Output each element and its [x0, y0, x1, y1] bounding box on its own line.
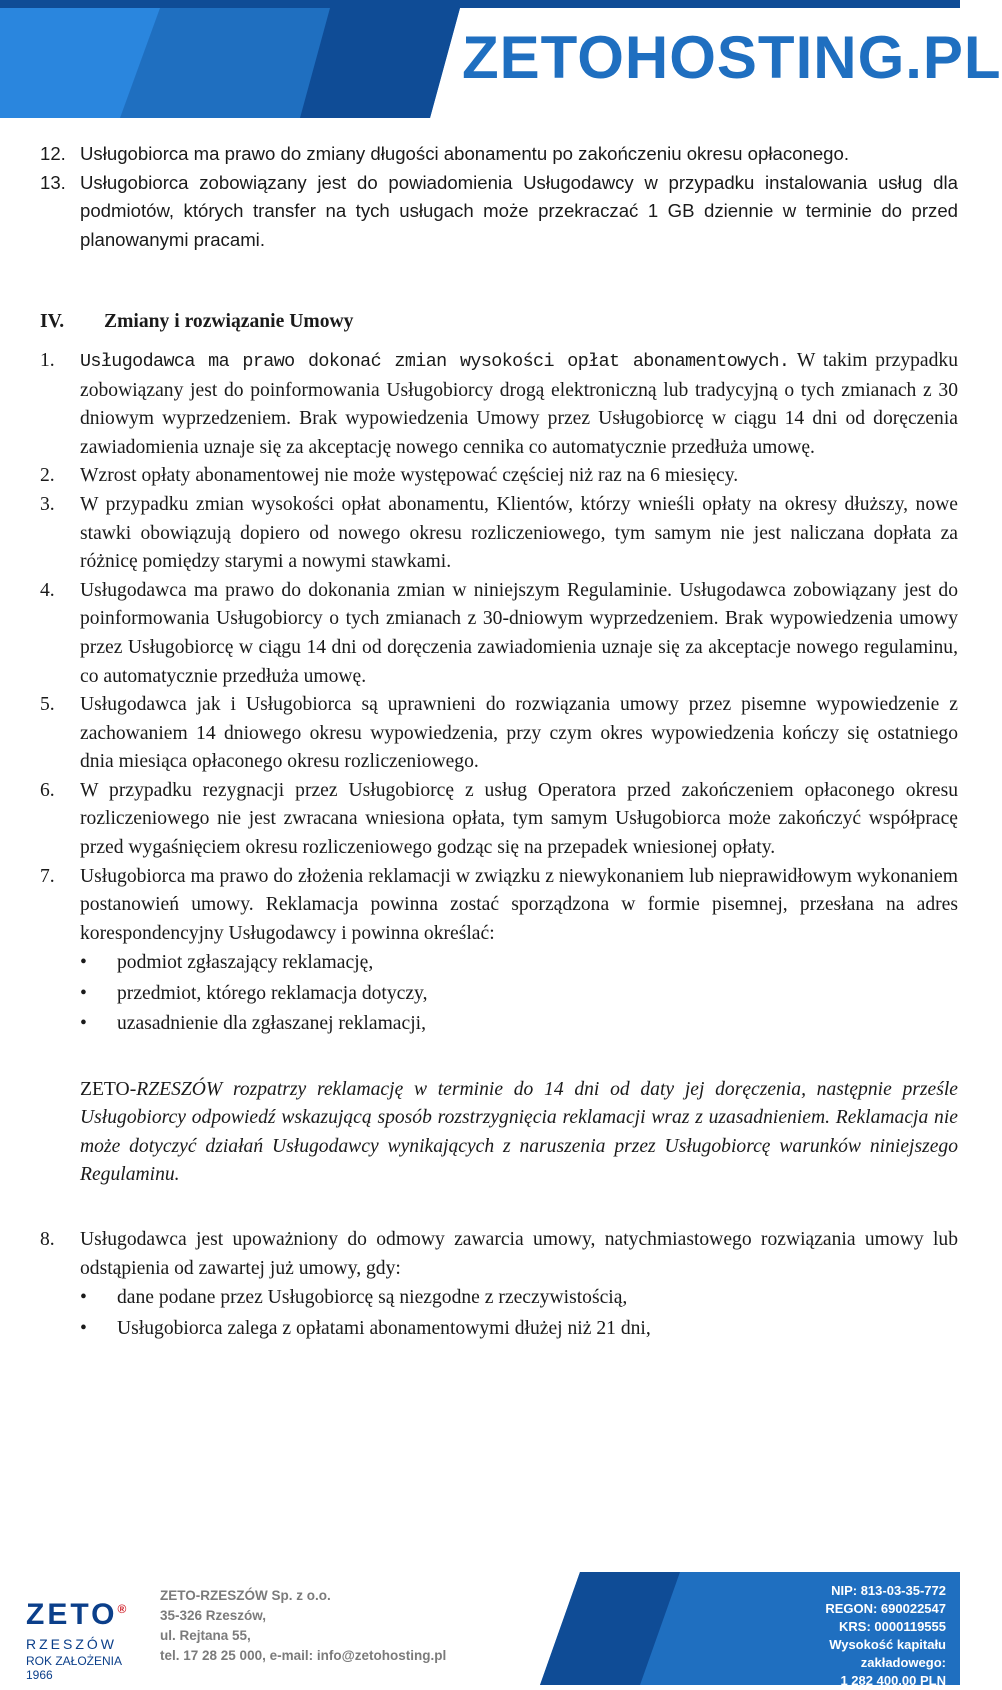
item-text: Usługobiorca ma prawo do złożenia reklamacji w związku z niewykonaniem lub nieprawidłowym wykonaniem postanowień umowy. Reklamacja powinna zostać sporządzona w formie pisemnej, przesłana na adres korespondencyjny Usługodawcy i powinna określać: — [80, 865, 958, 944]
zeto-rzeszow-logo[interactable] — [26, 1594, 146, 1682]
item-text: Usługodawca jak i Usługobiorca są uprawnieni do rozwiązania umowy przez pisemne wypowiedzenie z zachowaniem 14 dniowego okresu wypowiedzenia, przy czym okres wypowiedzenia kończy się ostatniego dnia miesiąca opłaconego okresu rozliczeniowego. — [80, 694, 958, 773]
paragraph-13 — [40, 169, 958, 255]
bullet-dot: • — [80, 1287, 87, 1309]
bullet-item: • Usługobiorca zalega z opłatami abonamentowymi dłużej niż 21 dni, — [40, 1314, 958, 1344]
registry-line: 1 282 400,00 PLN — [840, 1673, 946, 1688]
address-line: tel. 17 28 25 000, e-mail: info@zetohosting.pl — [160, 1648, 447, 1663]
list-item-1 — [40, 347, 958, 462]
bullet-list-7 — [40, 948, 958, 1039]
bullet-item: • podmiot zgłaszający reklamację, — [40, 948, 958, 978]
paragraph-number: 13. — [40, 171, 66, 193]
logo-word: ZETO — [26, 1598, 118, 1631]
item-number: 3. — [40, 493, 55, 515]
logo-rest: HOSTING.PL — [624, 24, 1002, 91]
item-text-c: Brak wypowiedzenia Umowy przez Usługobiorcę w ciągu 14 dni od doręczenia zawiadomienia uznaje się za akceptację nowego cennika co automatycznie przedłuża umowę. — [80, 408, 958, 458]
bullet-item: • dane podane przez Usługobiorcę są niezgodne z rzeczywistością, — [40, 1283, 958, 1313]
section-heading — [40, 308, 958, 337]
list-item-7 — [40, 863, 958, 949]
list-item-8 — [40, 1226, 958, 1283]
logo-year: ROK ZAŁOŻENIA 1966 — [26, 1654, 122, 1682]
complaint-note — [40, 1076, 958, 1190]
page-header — [0, 0, 1002, 120]
paragraph-12 — [40, 140, 958, 169]
list-item-5 — [40, 691, 958, 777]
item-number: 8. — [40, 1229, 55, 1251]
item-text: W przypadku zmian wysokości opłat abonamentu, Klientów, którzy wnieśli opłaty na okresy dłuższy, nowe stawki obowiązują dopiero od nowego okresu rozliczeniowego, tym samym nie jest naliczana dopłata za różnicę pomiędzy starymi a nowymi stawkami. — [80, 493, 958, 573]
item-number: 2. — [40, 465, 55, 487]
note-text: RZESZÓW rozpatrzy reklamację w terminie do 14 dni od daty jej doręczenia, następnie prześle Usługobiorcy odpowiedź wskazującą sposób rozstrzygnięcia reklamacji wraz z uzasadnieniem. Reklamacja nie może dotyczyć działań Usługodawcy wynikających z naruszenia przez Usługobiorcę warunków niniejszego Regulaminu. — [80, 1078, 958, 1186]
item-number: 5. — [40, 694, 55, 716]
item-text: Wzrost opłaty abonamentowej nie może występować częściej niż raz na 6 miesięcy. — [80, 465, 739, 487]
item-text: Usługodawca ma prawo do dokonania zmian w niniejszym Regulaminie. Usługodawca zobowiązany jest do poinformowania Usługobiorcy o tych zmianach z 30-dniowym wyprzedzeniem. Brak wypowiedzenia umowy przez Usługobiorcę w ciągu 14 dni od doręczenia zawiadomienia uznaje się za akceptacje nowego regulaminu, co automatycznie przedłuża umowę. — [80, 579, 958, 687]
item-number: 4. — [40, 579, 55, 601]
item-text-a: Usługodawca ma prawo dokonać zmian wysokości opłat abonamentowych. — [80, 350, 790, 372]
paragraph-number: 12. — [40, 143, 66, 164]
page-footer — [0, 1572, 960, 1688]
registered-mark: ® — [117, 1602, 130, 1616]
section-title: Zmiany i rozwiązanie Umowy — [104, 311, 354, 333]
bullet-item: • przedmiot, którego reklamacja dotyczy, — [40, 979, 958, 1009]
zetohosting-logo[interactable] — [462, 24, 1002, 91]
logo-city: RZESZÓW — [26, 1636, 117, 1652]
item-text-b: W takim przypadku zobowiązany jest do poinformowania Usługobiorcy drogą elektroniczną lub tradycyjną o tych zmianach z 30 dniowym wyprzedzeniem. — [80, 349, 958, 430]
address-line: ZETO-RZESZÓW Sp. z o.o. — [160, 1588, 331, 1603]
item-number: 1. — [40, 349, 55, 371]
paragraph-text: Usługobiorca ma prawo do zmiany długości abonamentu po zakończeniu okresu opłaconego. — [80, 143, 850, 164]
company-address — [160, 1586, 446, 1666]
paragraph-text: Usługobiorca zobowiązany jest do powiadomienia Usługodawcy w przypadku instalowania usług dla podmiotów, których transfer na tych usługach może przekraczać 1 GB dziennie w terminie do przed planowanymi pracami. — [80, 171, 958, 250]
section-number: IV. — [40, 311, 65, 333]
registry-line: KRS: 0000119555 — [839, 1619, 946, 1634]
list-item-2 — [40, 462, 958, 491]
document-body — [40, 140, 958, 1344]
header-top-strip — [0, 0, 960, 8]
item-text: W przypadku rezygnacji przez Usługobiorcę z usług Operatora przed zakończeniem opłaconego okresu rozliczeniowego nie jest zwracana wniesiona opłata, tym samym Usługobiorca może zakończyć współpracę przed wygaśnięciem okresu rozliczeniowego godząc się na przepadek wniesionej opłaty. — [80, 779, 958, 859]
bullet-dot: • — [80, 952, 87, 974]
registry-line: REGON: 690022547 — [825, 1601, 946, 1616]
list-item-6 — [40, 777, 958, 863]
registry-line: NIP: 813-03-35-772 — [831, 1583, 946, 1598]
note-lead: ZETO- — [80, 1078, 137, 1100]
registry-line: Wysokość kapitału zakładowego: — [829, 1637, 946, 1670]
list-item-3 — [40, 491, 958, 577]
address-line: 35-326 Rzeszów, — [160, 1608, 267, 1623]
bullet-dot: • — [80, 1317, 87, 1339]
bullet-item: • uzasadnienie dla zgłaszanej reklamacji, — [40, 1009, 958, 1039]
item-number: 7. — [40, 865, 55, 887]
list-item-4 — [40, 577, 958, 691]
logo-main: ZETO — [462, 24, 625, 91]
bullet-list-8 — [40, 1283, 958, 1344]
registry-info — [756, 1582, 946, 1690]
address-line: ul. Rejtana 55, — [160, 1628, 251, 1643]
item-text: Usługodawca jest upoważniony do odmowy zawarcia umowy, natychmiastowego rozwiązania umowy lub odstąpienia od zawartej już umowy, gdy: — [80, 1229, 958, 1279]
bullet-dot: • — [80, 1013, 87, 1035]
bullet-dot: • — [80, 982, 87, 1004]
item-number: 6. — [40, 779, 55, 801]
